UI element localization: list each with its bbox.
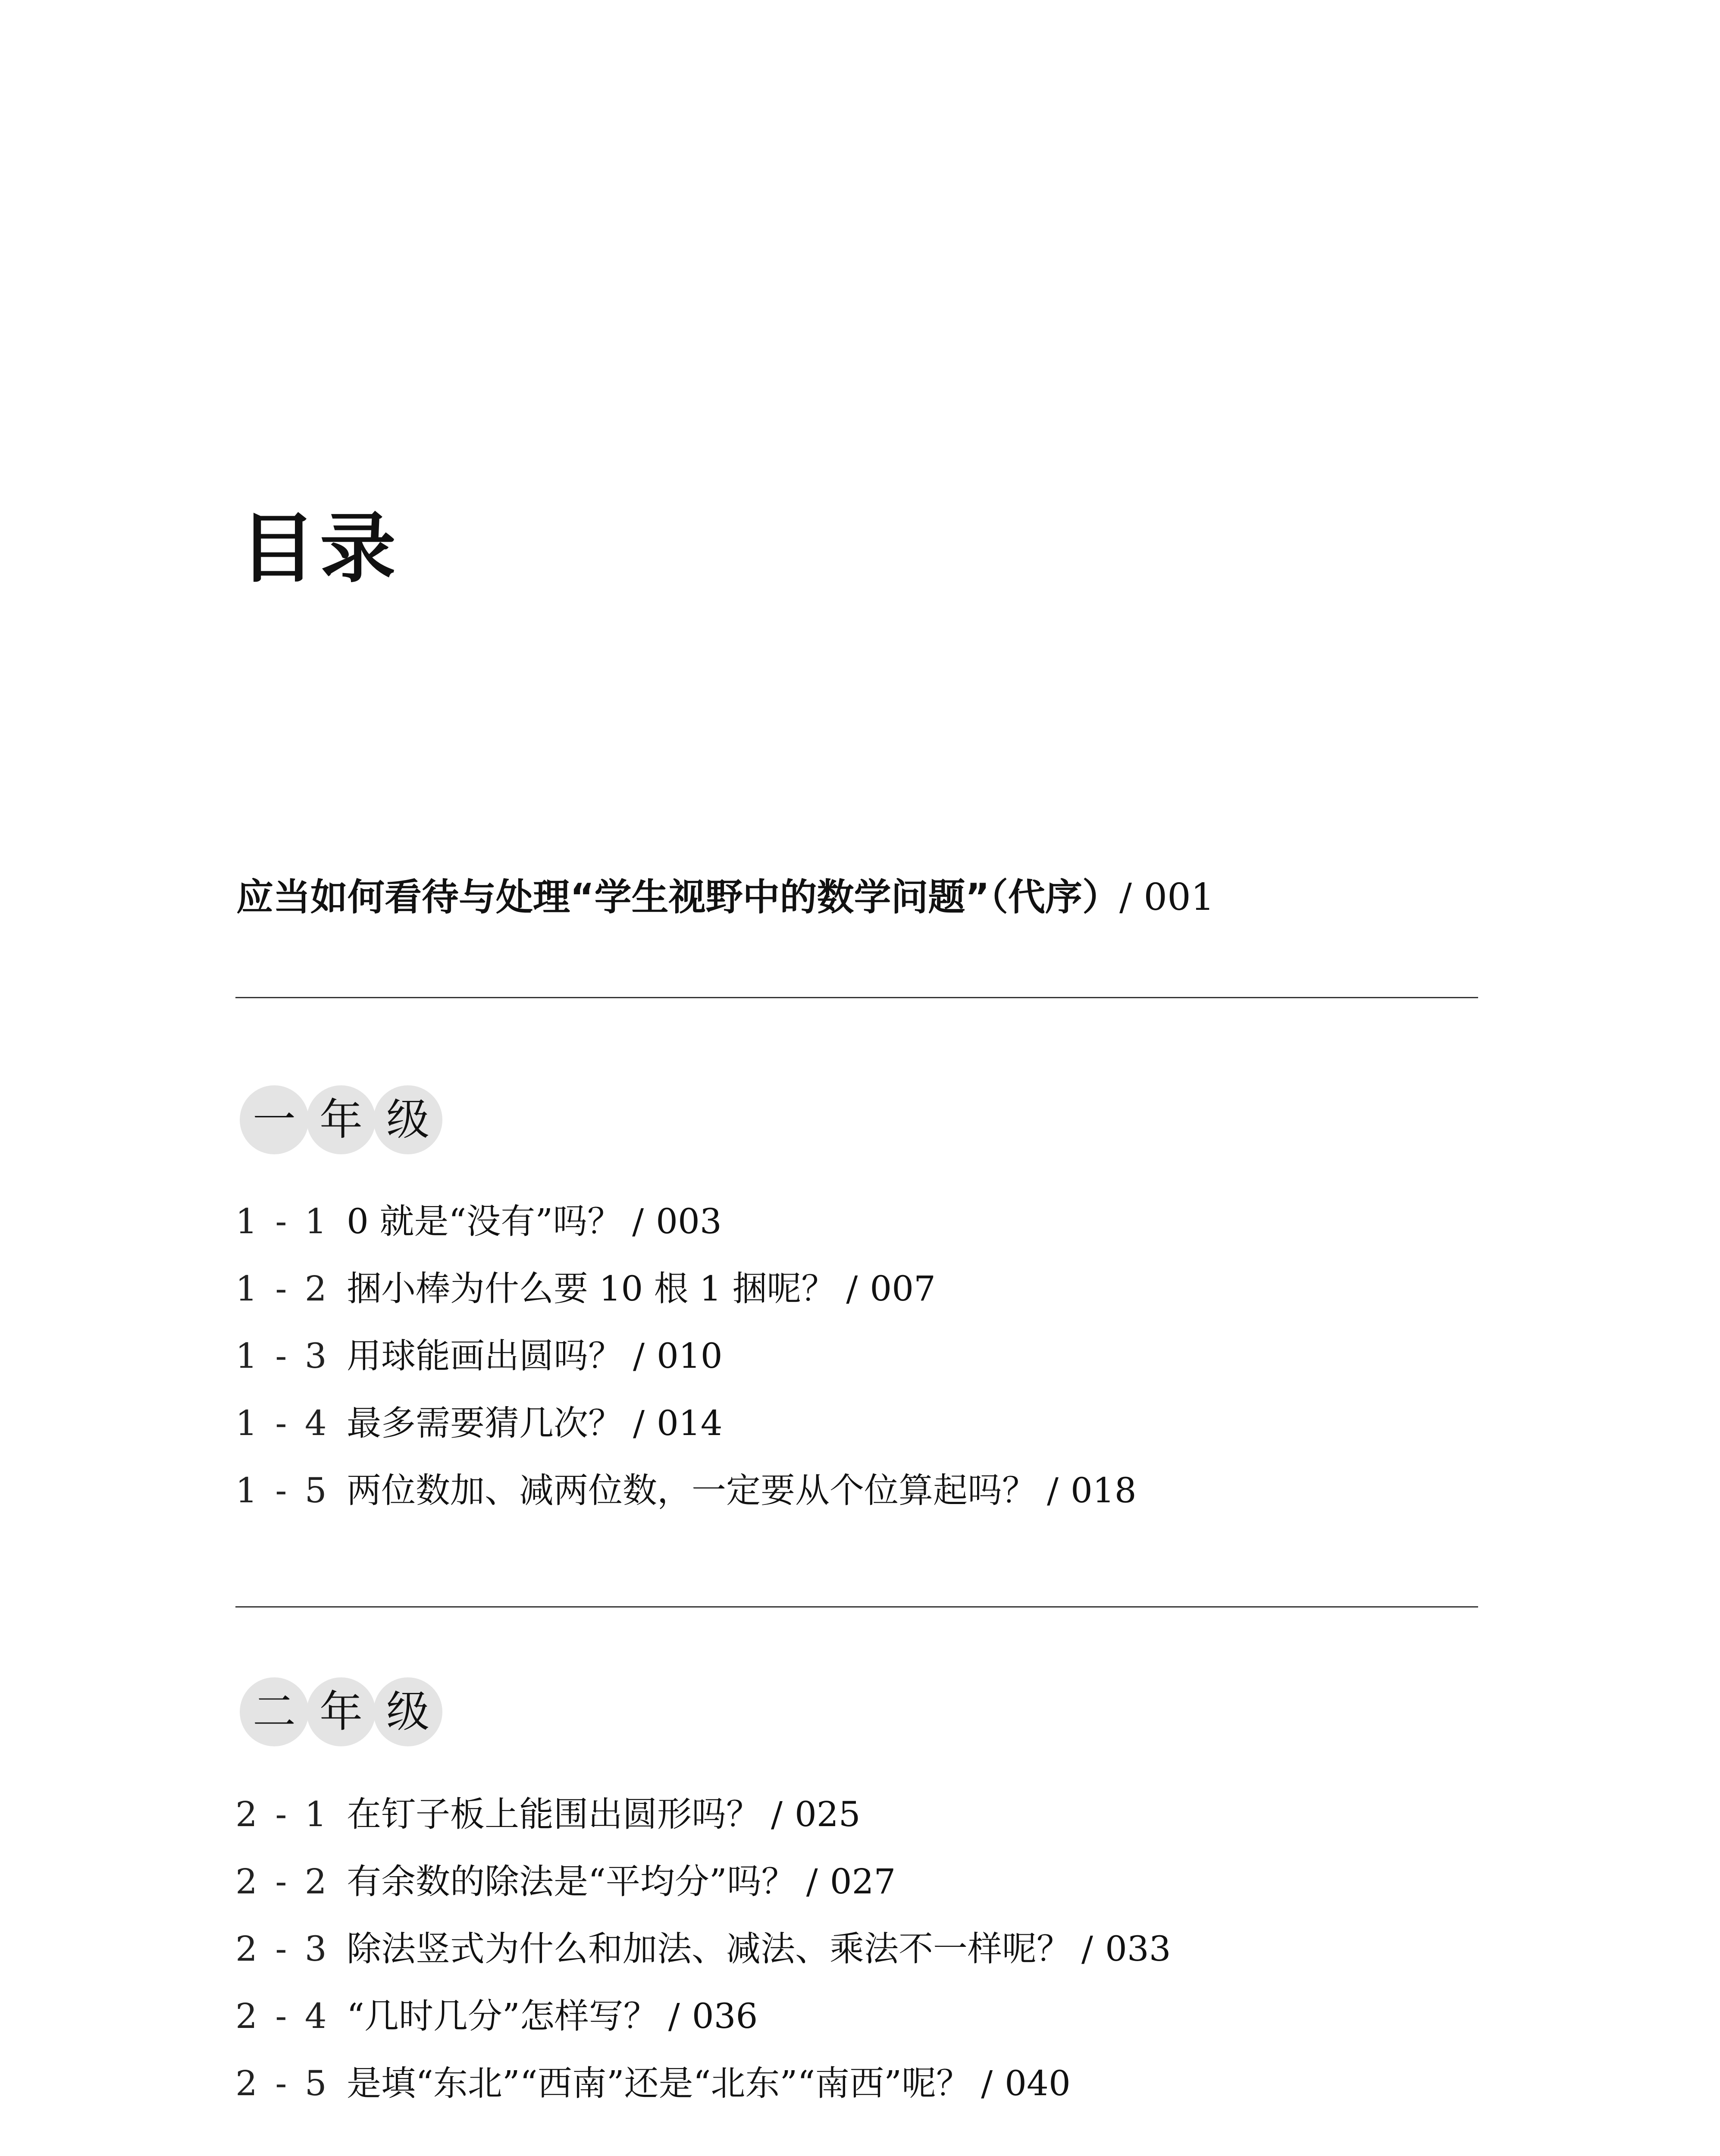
toc-entry[interactable] [235,2050,1171,2117]
toc-entry-page: 003 [656,1201,722,1241]
grade-heading-char: 级 [373,1677,442,1746]
toc-entry[interactable] [235,1781,1171,1848]
toc-entry-page: 007 [870,1269,936,1309]
toc-entry[interactable] [235,1915,1171,1983]
toc-entry-number: 2 - 1 [235,1794,330,1834]
toc-entry-separator: / [806,1861,818,1902]
toc-entry[interactable] [235,1457,1137,1524]
toc-entry-number: 1 - 4 [235,1403,330,1443]
toc-entry-page: 014 [656,1403,723,1443]
toc-entry-separator: / [632,1201,644,1241]
toc-entry[interactable] [235,1255,1137,1322]
toc-entry-number: 1 - 3 [235,1336,330,1376]
toc-entry-title: 0 就是“没有”吗？ [347,1201,622,1241]
toc-entry-page: 025 [794,1794,861,1834]
toc-entry-separator: / [1047,1470,1059,1510]
section-divider [235,997,1478,998]
toc-entry-page: 036 [692,1996,758,2036]
toc-entry[interactable] [235,1848,1171,1915]
toc-entry-separator: / [771,1794,783,1834]
toc-entry[interactable] [235,1188,1137,1255]
toc-entry[interactable] [235,1322,1137,1390]
grade-heading-char: 年 [307,1085,376,1154]
grade-heading-2 [240,1675,440,1749]
section-divider [235,1606,1478,1608]
toc-entry-separator: / [668,1996,680,2036]
toc-entry-title: 除法竖式为什么和加法、减法、乘法不一样呢？ [347,1929,1071,1969]
toc-entry-number: 1 - 2 [235,1269,330,1309]
toc-entry-title: 最多需要猜几次？ [347,1403,623,1443]
toc-entry-page: 027 [830,1861,896,1902]
toc-entry-separator: / [1081,1929,1093,1969]
toc-entry-title: 在钉子板上能围出圆形吗？ [347,1794,761,1834]
preface-title: 应当如何看待与处理“学生视野中的数学问题”（代序） [236,876,1120,919]
toc-entry-separator: / [633,1403,645,1443]
toc-list-grade-1 [235,1188,1137,1524]
toc-entry-title: 是填“东北”“西南”还是“北东”“南西”呢？ [347,2063,971,2103]
toc-entry-separator: / [633,1336,645,1376]
grade-heading-char: 一 [240,1085,309,1154]
toc-entry-page: 033 [1105,1929,1171,1969]
toc-entry-number: 2 - 5 [235,2063,330,2103]
toc-entry-separator: / [981,2063,993,2103]
grade-heading-1 [240,1083,440,1156]
preface-page-number: 001 [1144,876,1215,919]
toc-entry-title: 捆小棒为什么要 10 根 1 捆呢？ [347,1269,836,1309]
grade-heading-char: 年 [307,1677,376,1746]
toc-entry-title: 用球能画出圆吗？ [347,1336,623,1376]
toc-entry-title: “几时几分”怎样写？ [347,1996,658,2036]
preface-separator: / [1119,876,1132,919]
toc-entry-page: 018 [1070,1470,1137,1510]
toc-entry-separator: / [846,1269,858,1309]
page-title: 目录 [240,505,401,593]
toc-entry[interactable] [235,1390,1137,1457]
toc-entry-number: 1 - 5 [235,1470,330,1510]
toc-entry-title: 两位数加、减两位数，一定要从个位算起吗？ [347,1470,1037,1510]
toc-entry[interactable] [235,1983,1171,2050]
grade-heading-char: 二 [240,1677,309,1746]
toc-entry-number: 2 - 4 [235,1996,330,2036]
toc-entry-title: 有余数的除法是“平均分”吗？ [347,1861,796,1902]
preface-entry [236,876,1215,919]
toc-entry-page: 010 [656,1336,723,1376]
toc-entry-page: 040 [1005,2063,1071,2103]
toc-list-grade-2 [235,1781,1171,2117]
toc-entry-number: 2 - 3 [235,1929,330,1969]
toc-entry-number: 1 - 1 [235,1201,330,1241]
toc-entry-number: 2 - 2 [235,1861,330,1902]
grade-heading-char: 级 [373,1085,442,1154]
